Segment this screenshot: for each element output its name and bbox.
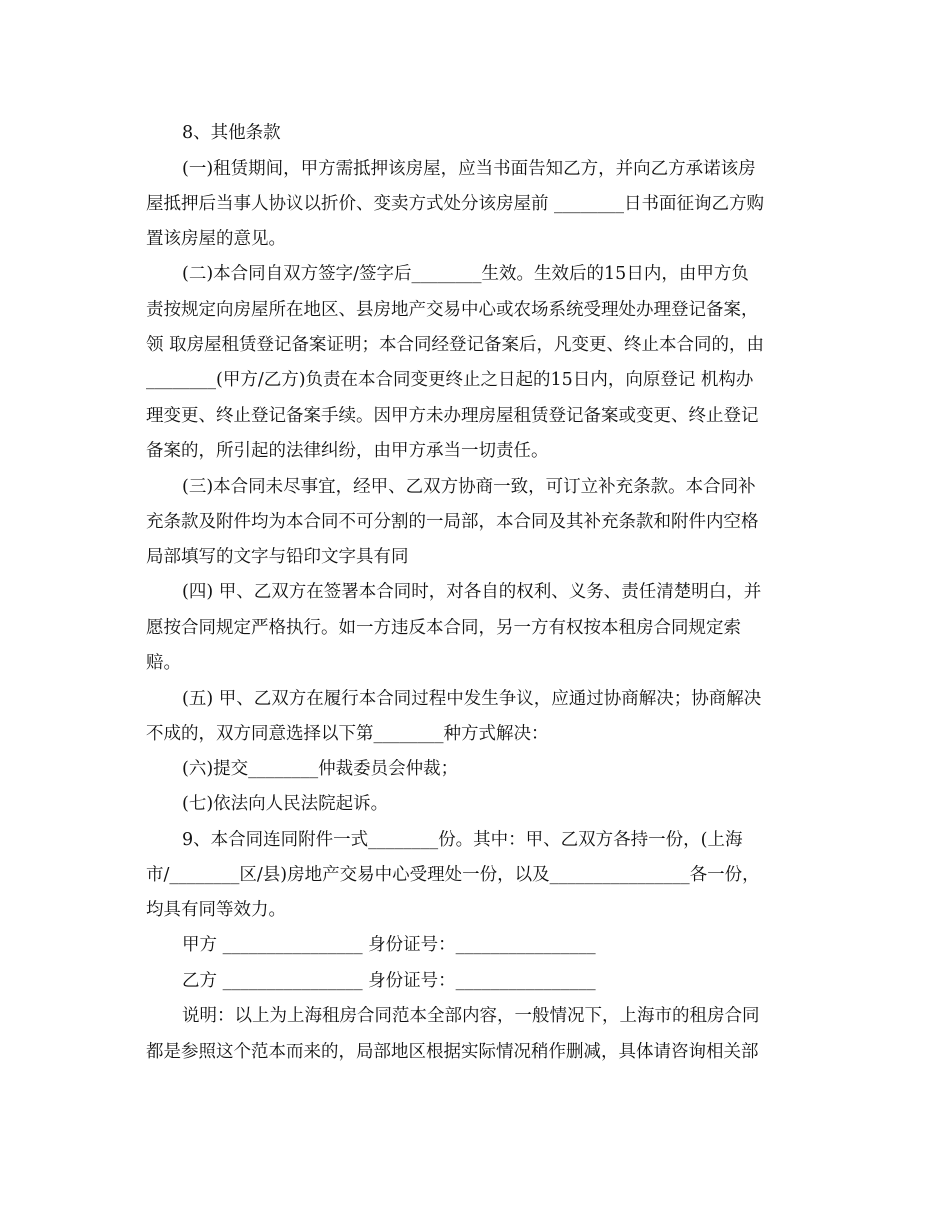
option-6-line: (六)提交________仲裁委员会仲裁； xyxy=(182,759,459,779)
clause-4-line-1: (四) 甲、乙双方在签署本合同时，对各自的权利、义务、责任清楚明白，并 xyxy=(182,582,762,602)
clause-2-line-2: 责按规定向房屋所在地区、县房地产交易中心或农场系统受理处办理登记备案， xyxy=(146,300,759,320)
clause-4-line-3: 赔。 xyxy=(146,653,181,673)
clause-5-line-2: 不成的，双方同意选择以下第________种方式解决： xyxy=(146,724,549,744)
clause-2-line-6: 备案的，所引起的法律纠纷，由甲方承当一切责任。 xyxy=(146,441,549,461)
option-7-line: (七)依法向人民法院起诉。 xyxy=(182,794,389,814)
clause-3-line-3: 局部填写的文字与铅印文字具有同 xyxy=(146,547,409,567)
clause-3-line-2: 充条款及附件均为本合同不可分割的一局部，本合同及其补充条款和附件内空格 xyxy=(146,512,759,532)
clause-3-line-1: (三)本合同未尽事宜，经甲、乙双方协商一致，可订立补充条款。本合同补 xyxy=(182,477,756,497)
party-a-signature-line: 甲方 ________________ 身份证号：________________ xyxy=(182,935,596,955)
clause-1-line-2: 屋抵押后当事人协议以折价、变卖方式处分该房屋前 ________日书面征询乙方购 xyxy=(146,194,765,214)
section-9-line-3: 均具有同等效力。 xyxy=(146,900,286,920)
section-8-heading: 8、其他条款 xyxy=(182,123,281,143)
clause-2-line-5: 理变更、终止登记备案手续。因甲方未办理房屋租赁登记备案或变更、终止登记 xyxy=(146,406,759,426)
clause-1-line-3: 置该房屋的意见。 xyxy=(146,229,286,249)
clause-5-line-1: (五) 甲、乙双方在履行本合同过程中发生争议，应通过协商解决；协商解决 xyxy=(182,689,762,709)
note-line-1: 说明：以上为上海租房合同范本全部内容，一般情况下，上海市的租房合同 xyxy=(182,1006,760,1026)
party-b-signature-line: 乙方 ________________ 身份证号：________________ xyxy=(182,971,596,991)
section-9-line-2: 市/________区/县)房地产交易中心受理处一份，以及________________各一份， xyxy=(146,865,760,885)
clause-2-line-1: (二)本合同自双方签字/签字后________生效。生效后的15日内，由甲方负 xyxy=(182,264,749,284)
note-line-2: 都是参照这个范本而来的，局部地区根据实际情况稍作删减，具体请咨询相关部 xyxy=(146,1042,759,1062)
clause-4-line-2: 愿按合同规定严格执行。如一方违反本合同，另一方有权按本租房合同规定索 xyxy=(146,618,741,638)
clause-2-line-3: 领 取房屋租赁登记备案证明；本合同经登记备案后，凡变更、终止本合同的，由 xyxy=(146,335,765,355)
section-9-line-1: 9、本合同连同附件一式________份。其中：甲、乙双方各持一份，(上海 xyxy=(182,830,743,850)
clause-2-line-4: ________(甲方/乙方)负责在本合同变更终止之日起的15日内，向原登记 机构办 xyxy=(146,370,754,390)
clause-1-line-1: (一)租赁期间，甲方需抵押该房屋，应当书面告知乙方，并向乙方承诺该房 xyxy=(182,159,756,179)
